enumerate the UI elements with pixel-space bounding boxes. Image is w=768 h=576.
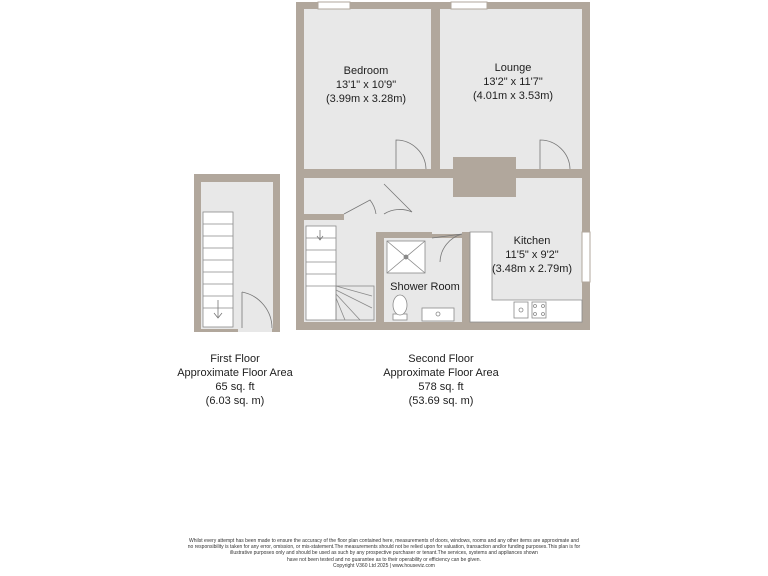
first-floor-plan: [194, 174, 280, 332]
kitchen-imperial: 11'5" x 9'2": [505, 249, 559, 261]
disclaimer-copyright: Copyright V360 Ltd 2025 | www.houseviz.com: [333, 562, 435, 569]
bedroom-imperial: 13'1" x 10'9": [335, 79, 397, 91]
disclaimer: [130, 538, 638, 569]
shower-room-name: Shower Room: [390, 281, 460, 293]
disclaimer-line-3: illustrative purposes only and should be used as such by any prospective purchaser or tenant.The services, systems and appliances shown: [230, 550, 538, 557]
disclaimer-line-4: have not been tested and no guarantee as to their operability or efficiency can be given.: [287, 556, 481, 563]
disclaimer-line-2: no responsibility is taken for any error, omission, or mis-statement.The measurements should not be relied upon for valuation, transaction and/or funding purposes.This plan is for: [187, 544, 581, 551]
first-floor-subtitle: Approximate Floor Area: [177, 367, 293, 379]
first-floor-sqft: 65 sq. ft: [215, 381, 255, 393]
bedroom-label: [300, 64, 432, 106]
second-floor-sqft: 578 sq. ft: [418, 381, 464, 393]
lounge-name: Lounge: [494, 62, 532, 74]
second-floor-title: Second Floor: [408, 353, 474, 365]
lounge-metric: (4.01m x 3.53m): [472, 90, 554, 102]
bedroom-name: Bedroom: [343, 65, 389, 77]
lounge-label: [440, 61, 586, 103]
wall-stair-north: [304, 214, 344, 220]
lounge-window: [451, 2, 487, 9]
second-floor-area-label: [366, 352, 516, 408]
kitchen-metric: (3.48m x 2.79m): [491, 263, 573, 275]
wall-bedroom-south: [304, 169, 396, 178]
bedroom-window: [318, 2, 350, 9]
toilet: [393, 295, 407, 320]
basin: [422, 308, 454, 321]
first-floor-area-label: [160, 352, 310, 408]
shower-tray: [387, 241, 425, 273]
wall-shower-kitchen: [462, 232, 470, 322]
bedroom-metric: (3.99m x 3.28m): [325, 93, 407, 105]
second-floor-sqm: (53.69 sq. m): [408, 395, 474, 407]
disclaimer-line-1: Whilst every attempt has been made to ensure the accuracy of the floor plan contained here, measurements of doors, windows, rooms and any other items are approximate and: [189, 538, 579, 544]
dining-table: [453, 157, 516, 197]
wall-shower-north: [384, 232, 432, 238]
first-floor-doorway: [238, 328, 272, 332]
second-floor-subtitle: Approximate Floor Area: [383, 367, 499, 379]
first-floor-stairs: [203, 212, 233, 327]
lounge-imperial: 13'2" x 11'7": [483, 76, 543, 88]
kitchen-name: Kitchen: [513, 235, 551, 247]
first-floor-sqm: (6.03 sq. m): [205, 395, 265, 407]
wall-stair-shower: [376, 232, 384, 322]
wall-bedroom-lounge: [431, 9, 440, 178]
shower-room-label: [384, 280, 466, 294]
kitchen-label: [476, 234, 588, 276]
first-floor-title: First Floor: [210, 353, 260, 365]
wall-lounge-south-east: [570, 169, 582, 178]
